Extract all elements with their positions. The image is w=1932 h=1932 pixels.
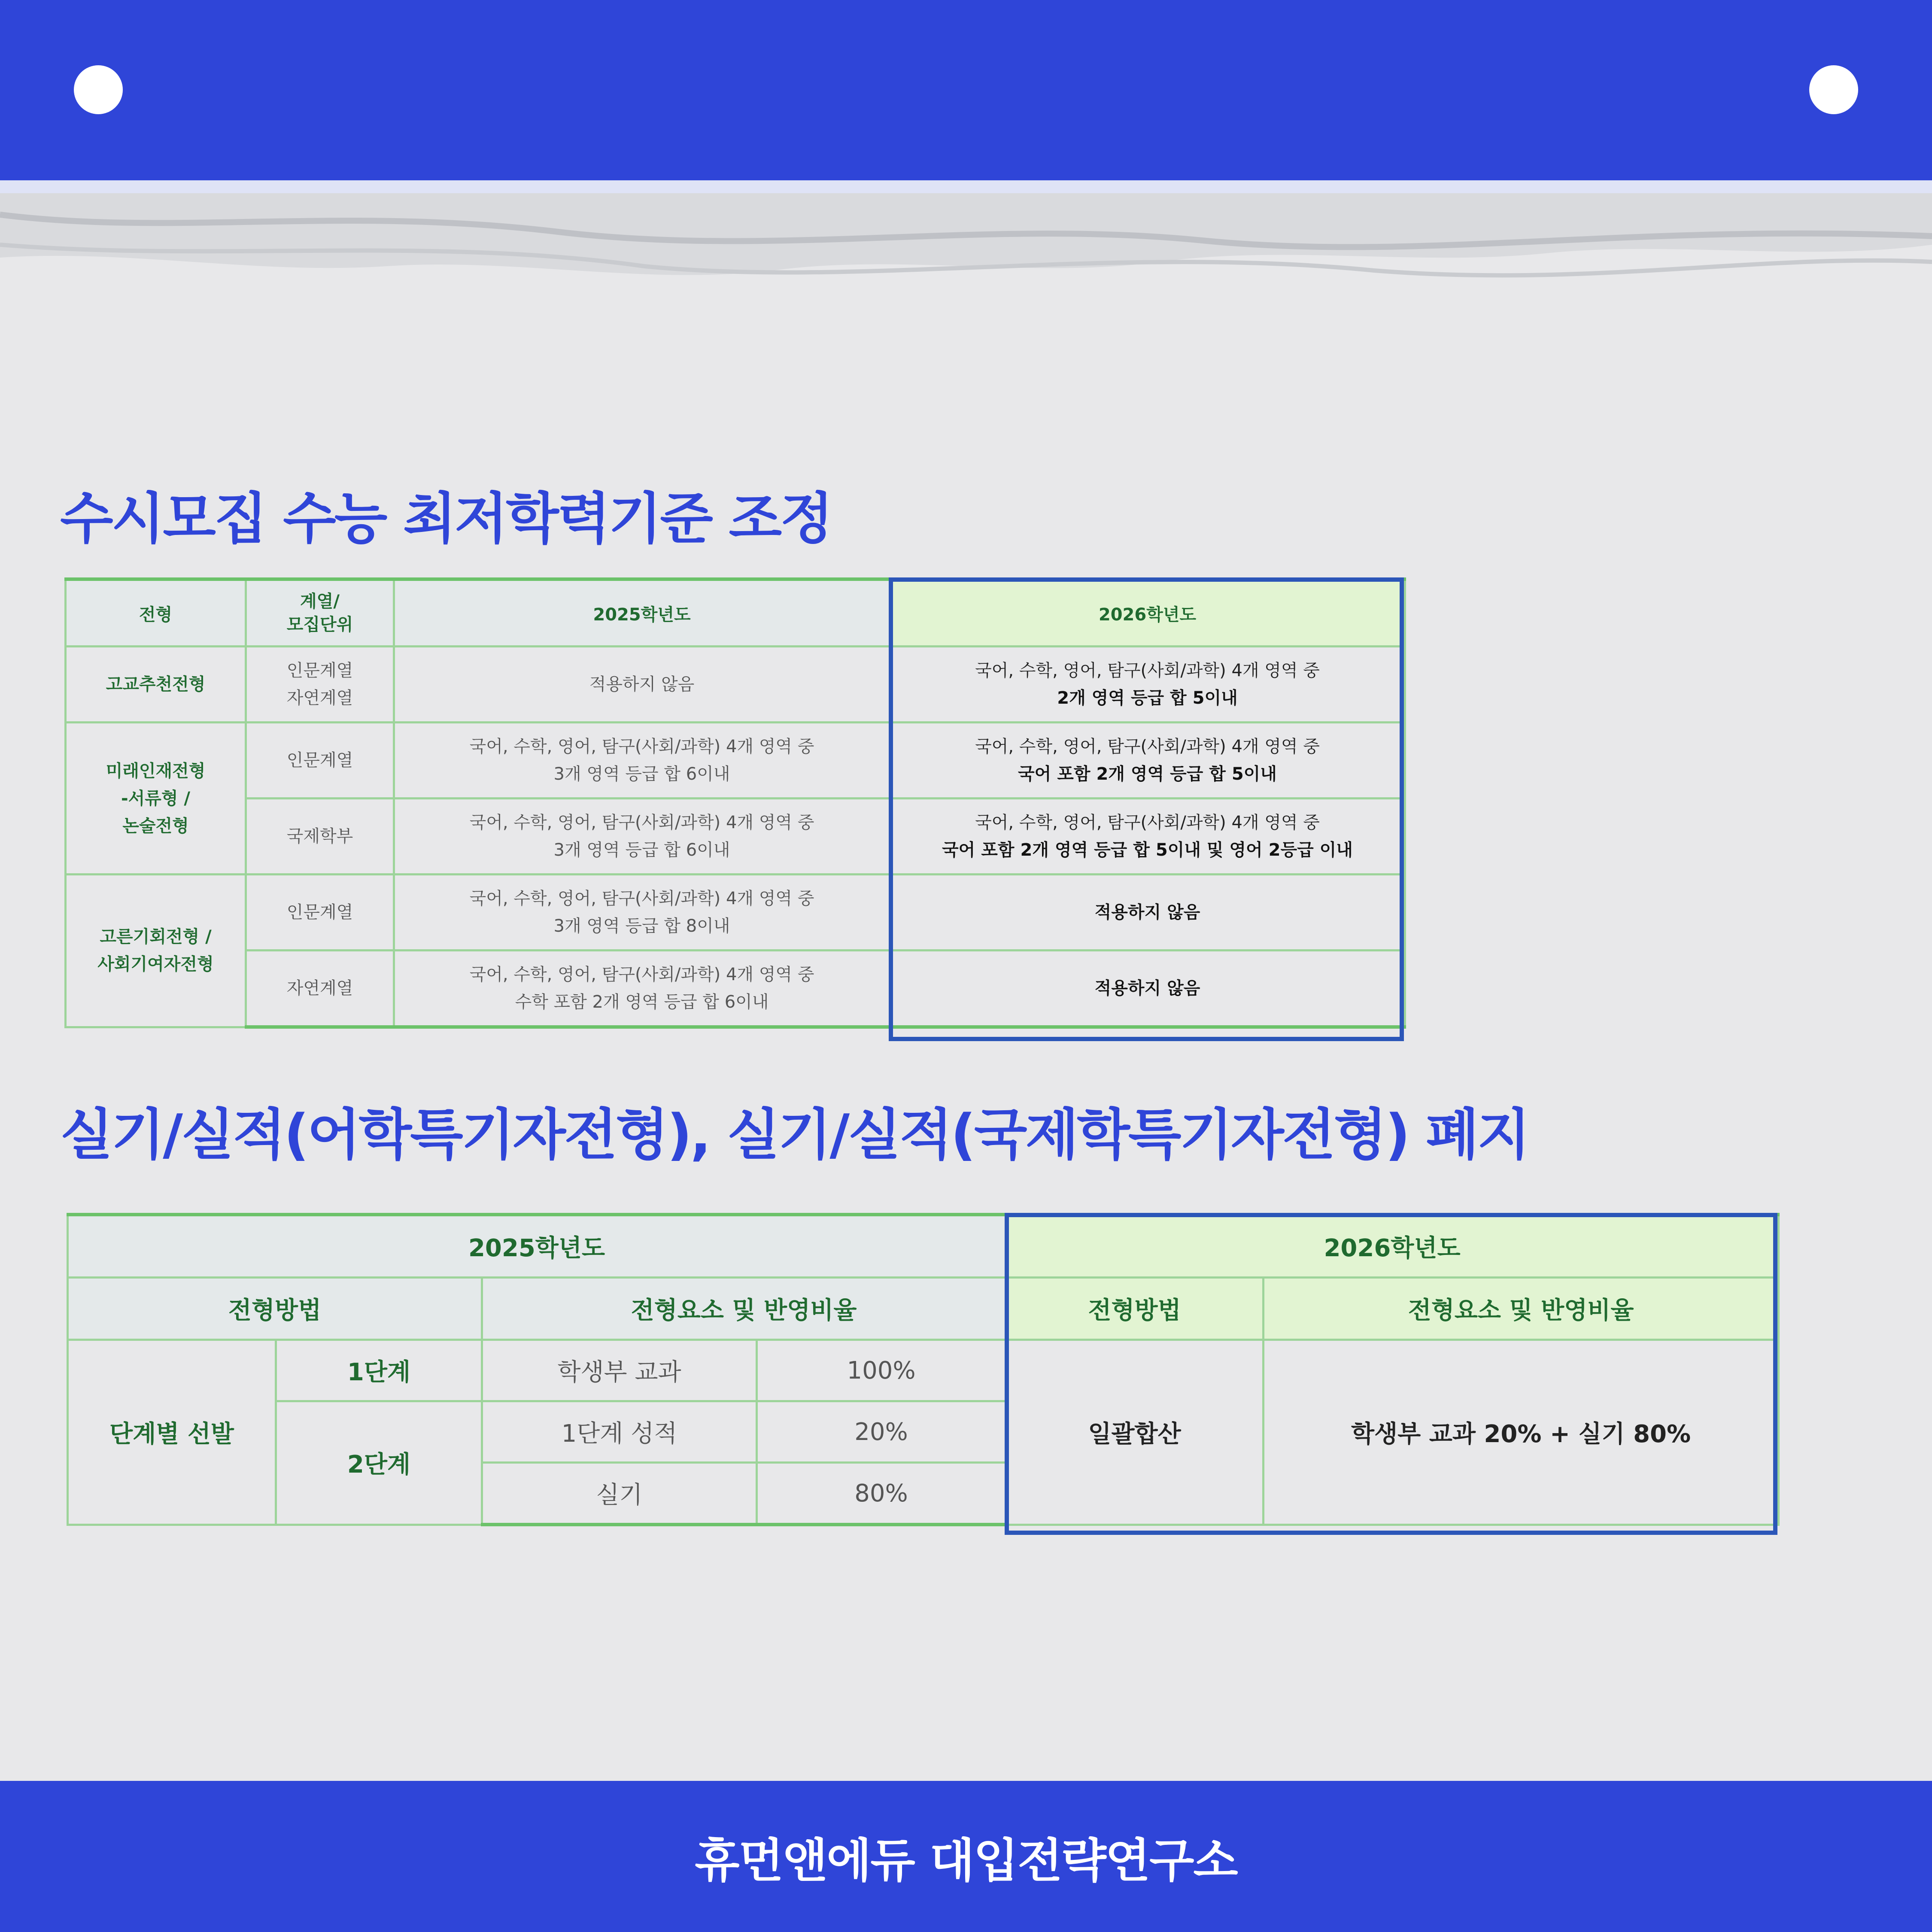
- stage2-cell: 2단계: [276, 1401, 482, 1525]
- header-2025: 2025학년도: [68, 1215, 1006, 1278]
- unit-cell: 자연계열: [246, 951, 394, 1027]
- y2025-line1: 국어, 수학, 영어, 탐구(사회/과학) 4개 영역 중: [469, 889, 814, 908]
- ratio-cell: 80%: [757, 1463, 1006, 1525]
- header-2026: 2026학년도: [890, 579, 1405, 647]
- table-header-row: [66, 579, 1405, 647]
- unit-cell: 인문계열: [246, 723, 394, 799]
- y2025-line2: 3개 영역 등급 합 6이내: [553, 840, 730, 860]
- y2026-value: 적용하지 않음: [1094, 978, 1200, 998]
- y2025-cell: [394, 875, 890, 951]
- header-2025: 2025학년도: [394, 579, 890, 647]
- table-row: [66, 799, 1405, 875]
- y2026-cell: [890, 799, 1405, 875]
- table-row: [68, 1340, 1779, 1401]
- y2026-cell: [890, 723, 1405, 799]
- table-row: [66, 951, 1405, 1027]
- top-banner: [0, 0, 1932, 180]
- section2-title: 실기/실적(어학특기자전형), 실기/실적(국제학특기자전형) 폐지: [60, 1103, 1529, 1167]
- header-method-2025: 전형방법: [68, 1278, 482, 1340]
- y2025-cell: [394, 723, 890, 799]
- y2025-line1: 국어, 수학, 영어, 탐구(사회/과학) 4개 영역 중: [469, 813, 814, 832]
- y2026-cell: [890, 951, 1405, 1027]
- header-elements-2025: 전형요소 및 반영비율: [482, 1278, 1006, 1340]
- method-2025-cell: 단계별 선발: [68, 1340, 276, 1525]
- element-cell: 1단계 성적: [482, 1401, 757, 1463]
- header-type: 전형: [66, 579, 246, 647]
- selection-method-table: [67, 1213, 1780, 1526]
- y2025-cell: [394, 799, 890, 875]
- y2026-line1: 국어, 수학, 영어, 탐구(사회/과학) 4개 영역 중: [975, 813, 1320, 832]
- y2026-cell: [890, 647, 1405, 723]
- element-cell: 실기: [482, 1463, 757, 1525]
- method-2026-cell: 일괄합산: [1006, 1340, 1264, 1525]
- header-method-2026: 전형방법: [1006, 1278, 1264, 1340]
- y2025-cell: 적용하지 않음: [394, 647, 890, 723]
- footer-title: 휴먼앤에듀 대입전략연구소: [695, 1834, 1237, 1888]
- section1-title: 수시모집 수능 최저학력기준 조정: [60, 487, 832, 551]
- header-2026: 2026학년도: [1006, 1215, 1779, 1278]
- csat-minimum-table: [64, 577, 1406, 1029]
- type-cell: 고교추천전형: [66, 647, 246, 723]
- elements-2026-cell: 학생부 교과 20% + 실기 80%: [1264, 1340, 1779, 1525]
- table-row: [66, 723, 1405, 799]
- header-unit: 계열/ 모집단위: [246, 579, 394, 647]
- ratio-cell: 100%: [757, 1340, 1006, 1401]
- table-header-row: [68, 1215, 1779, 1278]
- y2026-line2: 2개 영역 등급 합 5이내: [1057, 688, 1238, 708]
- type-cell: 고른기회전형 / 사회기여자전형: [66, 875, 246, 1027]
- y2026-value: 적용하지 않음: [1094, 902, 1200, 922]
- y2025-line2: 3개 영역 등급 합 6이내: [553, 764, 730, 784]
- binder-hole-left: [74, 65, 123, 114]
- y2025-line1: 국어, 수학, 영어, 탐구(사회/과학) 4개 영역 중: [469, 737, 814, 756]
- header-elements-2026: 전형요소 및 반영비율: [1264, 1278, 1779, 1340]
- table-row: [66, 875, 1405, 951]
- y2025-cell: [394, 951, 890, 1027]
- y2025-line1: 국어, 수학, 영어, 탐구(사회/과학) 4개 영역 중: [469, 965, 814, 984]
- torn-paper-edge: [0, 180, 1932, 301]
- y2026-line2: 국어 포함 2개 영역 등급 합 5이내: [1018, 764, 1277, 784]
- unit-cell: 인문계열 자연계열: [246, 647, 394, 723]
- element-cell: 학생부 교과: [482, 1340, 757, 1401]
- table-subheader-row: [68, 1278, 1779, 1340]
- ratio-cell: 20%: [757, 1401, 1006, 1463]
- y2025-line2: 수학 포함 2개 영역 등급 합 6이내: [515, 992, 769, 1012]
- y2026-line1: 국어, 수학, 영어, 탐구(사회/과학) 4개 영역 중: [975, 737, 1320, 756]
- y2025-line2: 3개 영역 등급 합 8이내: [553, 916, 730, 936]
- stage1-cell: 1단계: [276, 1340, 482, 1401]
- y2026-cell: [890, 875, 1405, 951]
- y2026-line1: 국어, 수학, 영어, 탐구(사회/과학) 4개 영역 중: [975, 661, 1320, 680]
- unit-cell: 국제학부: [246, 799, 394, 875]
- table-row: [66, 647, 1405, 723]
- y2026-line2: 국어 포함 2개 영역 등급 합 5이내 및 영어 2등급 이내: [942, 840, 1353, 860]
- type-cell: 미래인재전형 -서류형 / 논술전형: [66, 723, 246, 875]
- unit-cell: 인문계열: [246, 875, 394, 951]
- binder-hole-right: [1809, 65, 1858, 114]
- footer-banner: [0, 1781, 1932, 1932]
